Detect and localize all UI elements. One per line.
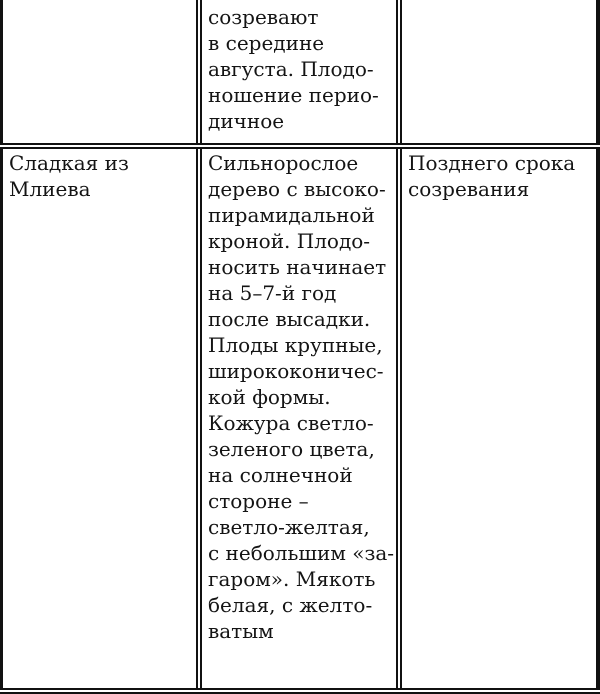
text-line: Плоды крупные, xyxy=(208,333,383,357)
text-line: ширококоничес- xyxy=(208,359,384,383)
text-line: Позднего срока xyxy=(408,151,576,175)
variety-name-cell xyxy=(9,150,129,202)
text-line: носить начинает xyxy=(208,255,387,279)
table-border-right xyxy=(596,0,600,694)
text-line: на солнечной xyxy=(208,463,353,487)
text-line: созревания xyxy=(408,177,530,201)
column-divider-1 xyxy=(196,0,202,694)
text-line: ватым xyxy=(208,619,274,643)
text-line: гаром». Мякоть xyxy=(208,567,376,591)
text-line: пирамидальной xyxy=(208,203,375,227)
top-row-description-cell xyxy=(208,4,379,134)
text-line: стороне – xyxy=(208,489,309,513)
text-line: светло-желтая, xyxy=(208,515,370,539)
text-line: зеленого цвета, xyxy=(208,437,375,461)
text-line: августа. Плодо- xyxy=(208,57,374,81)
text-line: Кожура светло- xyxy=(208,411,374,435)
text-line: с небольшим «за- xyxy=(208,541,395,565)
text-line: на 5–7-й год xyxy=(208,281,337,305)
text-line: после высадки. xyxy=(208,307,371,331)
text-line: Сладкая из xyxy=(9,151,129,175)
column-divider-2 xyxy=(396,0,402,694)
row-divider xyxy=(0,143,600,149)
text-line: кой формы. xyxy=(208,385,331,409)
text-line: дерево с высоко- xyxy=(208,177,386,201)
table-border-left xyxy=(0,0,3,694)
text-line: Сильнорослое xyxy=(208,151,359,175)
text-line: Млиева xyxy=(9,177,91,201)
text-line: в середине xyxy=(208,31,325,55)
table-border-bottom xyxy=(0,688,600,694)
text-line: дичное xyxy=(208,109,285,133)
text-line: кроной. Плодо- xyxy=(208,229,371,253)
ripening-term-cell xyxy=(408,150,575,202)
variety-description-cell xyxy=(208,150,394,644)
text-line: созревают xyxy=(208,5,319,29)
text-line: ношение перио- xyxy=(208,83,379,107)
text-line: белая, с желто- xyxy=(208,593,373,617)
